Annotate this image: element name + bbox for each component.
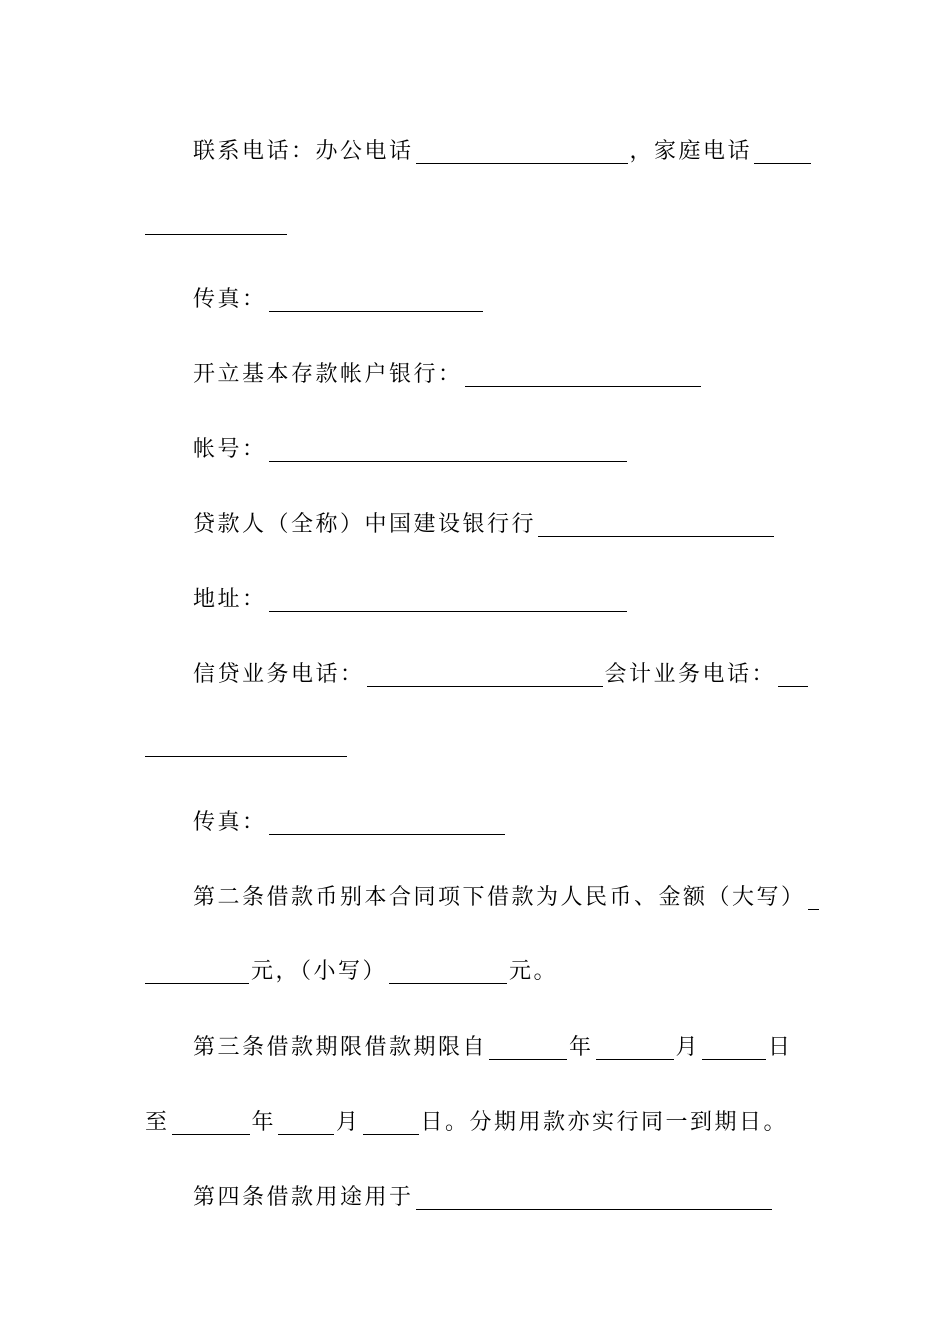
home-phone-blank-continued[interactable] (145, 212, 287, 235)
amount-lower-blank[interactable] (389, 961, 507, 984)
lender-label: 贷款人（全称）中国建设银行行 (193, 512, 537, 537)
home-phone-label: ，家庭电话 (629, 139, 753, 164)
lender-fax-line (193, 808, 507, 838)
end-year-blank[interactable] (172, 1112, 250, 1135)
article-2-line (193, 883, 819, 913)
bank-label: 开立基本存款帐户银行： (193, 362, 463, 387)
home-phone-blank[interactable] (754, 141, 811, 164)
accounting-phone-blank[interactable] (778, 664, 808, 687)
end-day-text: 日。分期用款亦实行同一到期日。 (420, 1110, 789, 1135)
accounting-phone-label: 会计业务电话： (604, 662, 777, 687)
loan-purpose-blank[interactable] (416, 1187, 772, 1210)
to-label: 至 (145, 1110, 170, 1135)
end-day-blank[interactable] (363, 1112, 419, 1135)
account-blank[interactable] (269, 439, 627, 462)
start-day-label: 日 (768, 1035, 793, 1060)
start-year-label: 年 (569, 1035, 594, 1060)
article-3-line (193, 1033, 793, 1063)
start-day-blank[interactable] (702, 1037, 766, 1060)
lender-fax-label: 传真： (193, 810, 267, 835)
bank-blank[interactable] (465, 364, 701, 387)
end-year-label: 年 (251, 1110, 277, 1135)
fax-blank[interactable] (269, 289, 483, 312)
amount-lower-label: 元，（小写） (251, 959, 388, 984)
article-3-text: 第三条借款期限借款期限自 (193, 1035, 488, 1060)
article-2-continued-line (145, 957, 558, 987)
article-4-line (193, 1183, 774, 1213)
credit-phone-blank[interactable] (367, 664, 603, 687)
accounting-phone-blank-continued[interactable] (145, 734, 347, 757)
end-month-blank[interactable] (278, 1112, 334, 1135)
amount-upper-blank-continued[interactable] (145, 961, 249, 984)
amount-unit-end: 元。 (509, 959, 559, 984)
contact-phone-label: 联系电话：办公电话 (193, 139, 414, 164)
start-month-label: 月 (675, 1035, 701, 1060)
start-month-blank[interactable] (596, 1037, 674, 1060)
address-label: 地址： (193, 587, 267, 612)
article-3-continued-line (145, 1108, 788, 1138)
address-blank[interactable] (269, 589, 627, 612)
business-phone-line (193, 660, 808, 690)
start-year-blank[interactable] (489, 1037, 567, 1060)
article-2-text: 第二条借款币别本合同项下借款为人民币、金额（大写） (193, 885, 806, 910)
lender-fax-blank[interactable] (269, 812, 505, 835)
account-line (193, 435, 629, 465)
fax-label: 传真： (193, 287, 267, 312)
contact-phone-line (193, 137, 811, 167)
office-phone-blank[interactable] (416, 141, 628, 164)
article-4-text: 第四条借款用途用于 (193, 1185, 414, 1210)
address-line (193, 585, 629, 615)
credit-phone-label: 信贷业务电话： (193, 662, 365, 687)
bank-line (193, 360, 703, 390)
lender-line (193, 510, 776, 540)
lender-blank[interactable] (538, 514, 774, 537)
end-month-label: 月 (336, 1110, 361, 1135)
account-label: 帐号： (193, 437, 267, 462)
fax-line (193, 285, 485, 315)
amount-upper-blank[interactable] (808, 887, 819, 910)
